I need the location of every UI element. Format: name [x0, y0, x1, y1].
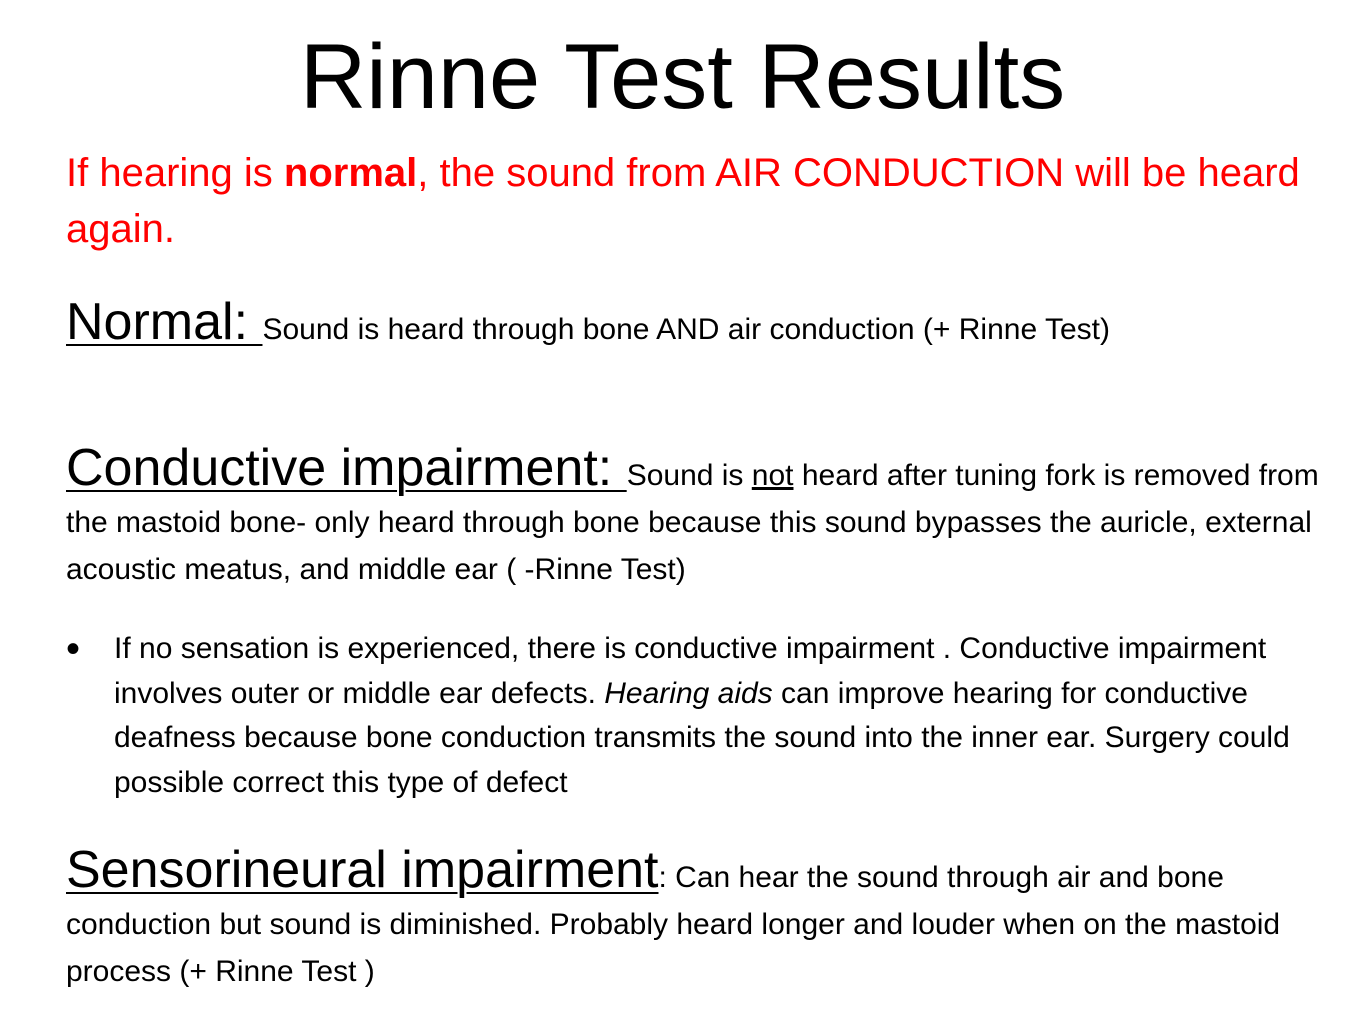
normal-text: Sound is heard through bone AND air conduction (+ Rinne Test) — [262, 313, 1110, 346]
page-title: Rinne Test Results — [299, 26, 1066, 128]
conductive-text-before: Sound is — [626, 459, 752, 492]
normal-heading: Normal: — [66, 293, 263, 351]
bullet-icon: • — [66, 627, 81, 671]
bullet-text — [114, 627, 1358, 805]
bullet-text-after: can improve hearing for conductive deafness because bone conduction transmits the sound into the inner ear. Surgery could possible correct this type of defect — [114, 676, 1290, 799]
conductive-heading: Conductive impairment: — [66, 439, 627, 497]
sensorineural-section — [66, 840, 1358, 995]
bullet-text-before: If no sensation is experienced, there is conductive impairment . Conductive impairment involves outer or middle ear defects. — [114, 632, 1267, 710]
bullet-text-italic: Hearing aids — [604, 676, 773, 710]
conductive-section — [66, 438, 1358, 593]
intro-paragraph — [66, 145, 1356, 257]
intro-text-after: , the sound from AIR CONDUCTION will be heard again. — [66, 151, 1300, 251]
intro-text-before: If hearing is — [66, 151, 284, 195]
sensorineural-heading: Sensorineural impairment — [66, 841, 659, 899]
conductive-text-after: heard after tuning fork is removed from the mastoid bone- only heard through bone because this sound bypasses the auricle, external acoustic meatus, and middle ear ( -Rinne Test) — [66, 459, 1319, 586]
conductive-text-underlined: not — [751, 459, 794, 492]
intro-emphasis: normal — [283, 151, 418, 195]
sensorineural-text: : Can hear the sound through air and bone conduction but sound is diminished. Probably heard longer and louder when on the mastoid process (+ Rinne Test ) — [66, 861, 1281, 988]
normal-section — [66, 292, 1358, 356]
